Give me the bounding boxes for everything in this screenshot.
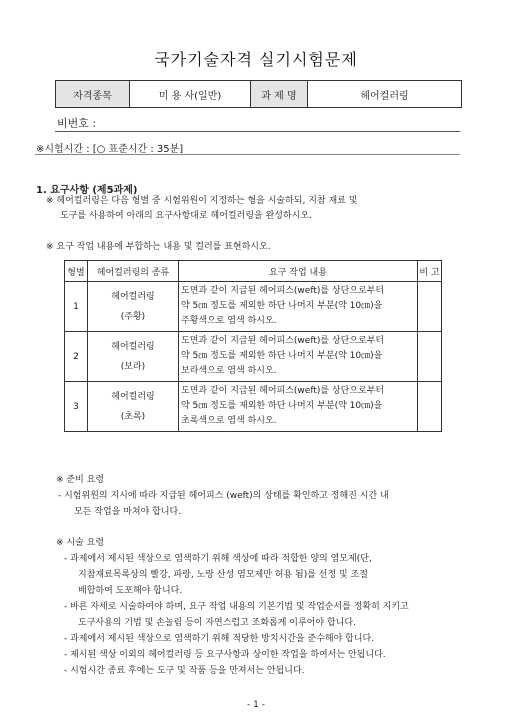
intro-line: 도구를 사용하여 아래의 요구사항대로 헤어컬러링을 완성하시오. [60,211,312,221]
exam-info-table [55,80,462,108]
prep-line: 모든 작업을 마쳐야 합니다. [74,507,182,517]
qualification-value: 미 용 사(일반) [130,81,251,108]
remarks-cell [418,382,442,432]
candidate-divider [55,131,460,132]
work-content-line: 도면과 같이 지급된 헤어피스(weft)를 상단으로부터 [181,286,385,296]
work-content-line: 주황색으로 염색 하시오. [181,316,277,326]
coloring-kind-name: 헤어컬러링 [111,391,155,402]
procedure-heading: ※ 시술 요령 [56,538,105,548]
intro-line: ※ 헤어컬러링은 다음 형별 중 시험위원이 지정하는 형을 시술하되, 지참 재료 및 [46,196,358,206]
work-content [179,332,418,382]
requirement-note: ※ 요구 작업 내용에 부합하는 내용 및 컬러를 표현하시오. [46,242,271,252]
prep-heading: ※ 준비 요령 [56,475,105,485]
time-divider [35,154,460,155]
coloring-kind [88,332,179,382]
procedure-line: - 과제에서 제시된 색상으로 염색하기 위해 색상에 따라 적합한 양의 염모제(단, [64,554,372,564]
coloring-kind-name: 헤어컬러링 [111,341,155,352]
work-content-line: 약 5㎝ 정도를 제외한 하단 나머지 부분(약 10㎝)을 [181,301,383,311]
work-content-line: 도면과 같이 지급된 헤어피스(weft)를 상단으로부터 [181,386,385,396]
task-value: 헤어컬러링 [308,81,462,108]
procedure-line: - 과제에서 제시된 색상으로 염색하기 위해 적당한 방치시간을 준수해야 합니다. [64,634,375,644]
procedure-line: 도구사용의 기법 및 손놀림 등이 자연스럽고 조화롭게 이루어야 합니다. [78,618,356,628]
remarks-cell [418,282,442,332]
requirements-table [64,260,442,432]
table-row [65,282,442,332]
work-content-line: 초록색으로 염색 하시오. [181,416,277,426]
coloring-kind-color: (초록) [120,411,146,422]
work-content [179,282,418,332]
coloring-kind-name: 헤어컬러링 [111,291,155,302]
work-content-line: 약 5㎝ 정도를 제외한 하단 나머지 부분(약 10㎝)을 [181,351,383,361]
procedure-line: 지참재료목록상의 빨강, 파랑, 노랑 산성 염모제만 허용 됨)를 선정 및 조절 [78,570,368,580]
table-header-row [65,261,442,282]
procedure-line: - 바른 자세로 시술하여야 하며, 요구 작업 내용의 기본기법 및 작업순서를 정확히 지키고 [64,602,409,612]
section-requirements-title: 1. 요구사항 (제5과제) [36,185,138,196]
work-content [179,382,418,432]
procedure-line: 배합하여 도포해야 합니다. [78,586,183,596]
qualification-label: 자격종목 [56,81,130,108]
table-row [65,332,442,382]
col-header-remarks: 비 고 [418,261,442,282]
coloring-kind-color: (보라) [120,361,146,372]
coloring-kind [88,382,179,432]
work-content-line: 도면과 같이 지급된 헤어피스(weft)를 상단으로부터 [181,336,385,346]
remarks-cell [418,332,442,382]
prep-line: - 시험위원의 지시에 따라 지급된 헤어피스 (weft)의 상태를 확인하고 정해진 시간 내 [58,491,389,501]
task-label: 과 제 명 [251,81,308,108]
work-content-line: 약 5㎝ 정도를 제외한 하단 나머지 부분(약 10㎝)을 [181,401,383,411]
col-header-coloring-kind: 헤어컬러링의 종류 [88,261,179,282]
table-row [65,382,442,432]
coloring-kind [88,282,179,332]
row-number: 1 [65,282,88,332]
work-content-line: 보라색으로 염색 하시오. [181,366,277,376]
procedure-line: - 시험시간 종료 후에는 도구 및 작품 등을 만져서는 안됩니다. [64,666,305,676]
exam-time: ※시험시간 : [○ 표준시간 : 35분] [36,144,184,155]
col-header-work-content: 요구 작업 내용 [179,261,418,282]
coloring-kind-color: (주황) [120,311,146,322]
row-number: 3 [65,382,88,432]
col-header-type-no: 형별 [65,261,88,282]
page-number: - 1 - [247,700,265,710]
candidate-number-label: 비번호 : [57,117,97,130]
procedure-line: - 제시된 색상 이외의 헤어컬러링 등 요구사항과 상이한 작업을 하여서는 안됩니다. [64,650,386,660]
row-number: 2 [65,332,88,382]
page-title: 국가기술자격 실기시험문제 [154,50,358,69]
